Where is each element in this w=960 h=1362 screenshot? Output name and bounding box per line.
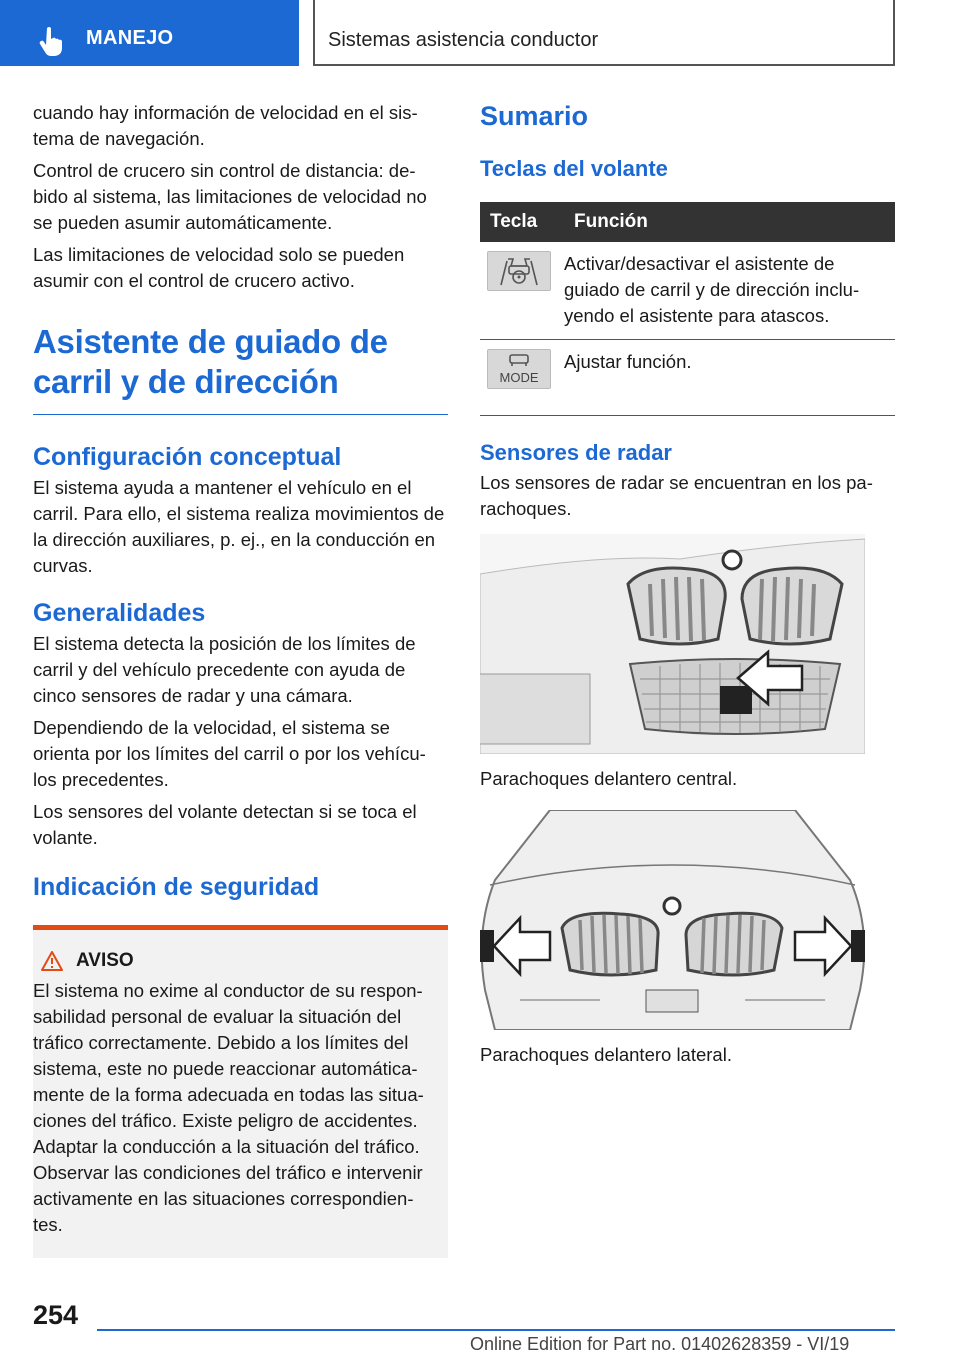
summary-heading: Sumario [480, 101, 589, 131]
right-column [480, 100, 895, 1068]
intro-paragraph-2: Control de crucero sin control de distancia: de-bido al sistema, las limitaciones de velocidad no se pueden asumir automáticamente. [33, 160, 427, 233]
table-header-key: Tecla [480, 202, 564, 242]
footer-divider [97, 1329, 895, 1331]
general-paragraph-1: El sistema detecta la posición de los límites de carril y del vehículo precedente con ayuda de cinco sensores de radar y una cámara. [33, 633, 416, 706]
table-row [480, 340, 895, 416]
row-function-text: Activar/desactivar el asistente de guiado de carril y de dirección inclu-yendo el asistente para atascos. [564, 242, 895, 340]
row-function-text: Ajustar función. [564, 340, 895, 416]
general-heading: Generalidades [33, 599, 206, 627]
keys-table [480, 202, 895, 416]
page-number: 254 [33, 1300, 79, 1330]
front-bumper-lateral-image [480, 810, 865, 1030]
chapter-title: MANEJO [86, 27, 174, 49]
lane-assist-button-icon [487, 251, 551, 291]
safety-heading: Indicación de seguridad [33, 873, 320, 901]
general-paragraph-2: Dependiendo de la velocidad, el sistema se orienta por los límites del carril o por los vehícu-los precedentes. [33, 717, 426, 790]
warning-text: El sistema no exime al conductor de su respon-sabilidad personal de evaluar la situación del tráfico correctamente. Debido a los límites del sistema, este no puede reaccionar automática-mente de la forma adecuada en todas las situa-ciones del tráfico. Existe peligro de accidentes. Adaptar la conducción a la situación del tráfico. Observar las condiciones del tráfico e intervenir activamente en las situaciones correspondien-tes. [33, 980, 424, 1235]
chapter-tab[interactable] [0, 0, 299, 66]
radar-paragraph: Los sensores de radar se encuentran en los pa-rachoques. [480, 472, 873, 519]
warning-triangle-icon [41, 951, 63, 971]
caption-lateral: Parachoques delantero lateral. [480, 1044, 732, 1065]
front-bumper-central-image [480, 534, 865, 754]
mode-key-label: MODE [499, 370, 539, 385]
intro-paragraph-3: Las limitaciones de velocidad solo se pueden asumir con el control de crucero activo. [33, 244, 405, 291]
table-header-function: Función [564, 202, 895, 242]
left-column [33, 100, 448, 1258]
section-header [313, 0, 895, 66]
intro-paragraph-1: cuando hay información de velocidad en el sis-tema de navegación. [33, 102, 418, 149]
caption-central: Parachoques delantero central. [480, 768, 738, 789]
footer-edition: Online Edition for Part no. 01402628359 - VI/19 [470, 1334, 850, 1354]
hand-icon [38, 26, 66, 56]
mode-button-icon [487, 349, 551, 389]
concept-heading: Configuración conceptual [33, 443, 342, 471]
radar-heading: Sensores de radar [480, 440, 672, 465]
warning-label: AVISO [76, 950, 134, 971]
section-title: Sistemas asistencia conductor [328, 29, 599, 51]
concept-paragraph: El sistema ayuda a mantener el vehículo en el carril. Para ello, el sistema realiza movimientos de la dirección auxiliares, p. ej., en la conducción en curvas. [33, 477, 445, 576]
warning-box [33, 925, 448, 1258]
main-title: Asistente de guiado de carril y de dirección [33, 322, 448, 415]
general-paragraph-3: Los sensores del volante detectan si se toca el volante. [33, 801, 417, 848]
keys-heading: Teclas del volante [480, 156, 668, 181]
table-row [480, 242, 895, 340]
